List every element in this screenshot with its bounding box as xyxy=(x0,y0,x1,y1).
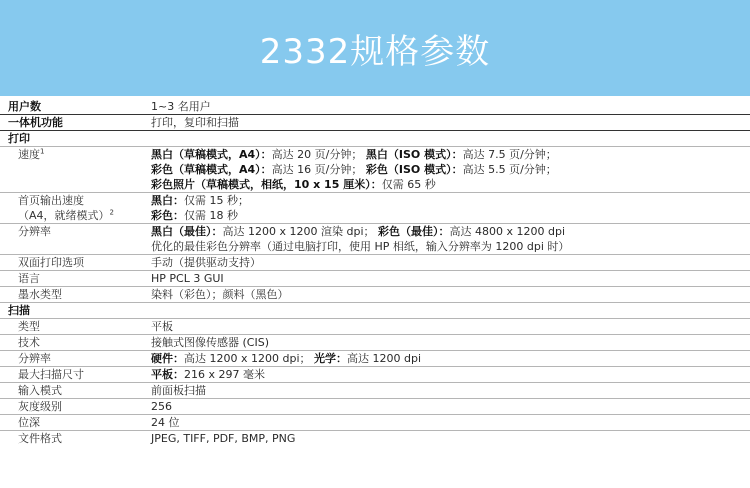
spec-key: 用户数 xyxy=(8,100,41,113)
spec-row-formats xyxy=(0,431,750,446)
spec-row-depth xyxy=(0,415,750,431)
spec-value: JPEG, TIFF, PDF, BMP, PNG xyxy=(151,432,296,445)
spec-row-type xyxy=(0,319,750,335)
spec-row-first-page xyxy=(0,193,750,224)
spec-row-tech xyxy=(0,335,750,351)
spec-row-users xyxy=(0,99,750,115)
spec-row-aio xyxy=(0,115,750,131)
spec-value: 硬件：高达 1200 x 1200 dpi； 光学：高达 1200 dpi xyxy=(151,352,422,365)
spec-key: 墨水类型 xyxy=(18,288,62,301)
spec-row-print-resolution xyxy=(0,224,750,255)
spec-value: 前面板扫描 xyxy=(151,384,206,397)
spec-key: 双面打印选项 xyxy=(18,256,84,269)
section-title: 打印 xyxy=(8,132,30,145)
spec-value: 256 xyxy=(151,400,172,413)
spec-key: 最大扫描尺寸 xyxy=(18,368,84,381)
section-title: 扫描 xyxy=(8,304,30,317)
spec-value: 打印，复印和扫描 xyxy=(151,116,239,129)
spec-value: 黑白：仅需 15 秒； 彩色：仅需 18 秒 xyxy=(151,194,249,222)
spec-key: 语言 xyxy=(18,272,40,285)
spec-row-language xyxy=(0,271,750,287)
spec-key: 文件格式 xyxy=(18,432,62,445)
spec-value: 平板 xyxy=(151,320,173,333)
spec-row-scan-resolution xyxy=(0,351,750,367)
spec-row-speed xyxy=(0,147,750,193)
spec-value: 染料（彩色）；颜料（黑色） xyxy=(151,288,289,301)
spec-row-gray xyxy=(0,399,750,415)
spec-key: 速度$^1$ xyxy=(18,147,45,161)
spec-row-max-size xyxy=(0,367,750,383)
spec-value: 平板：216 x 297 毫米 xyxy=(151,368,265,381)
spec-value: 1~3 名用户 xyxy=(151,100,211,113)
spec-row-ink xyxy=(0,287,750,303)
spec-key: 输入模式 xyxy=(18,384,62,397)
title-banner xyxy=(0,0,750,96)
spec-key: 分辨率 xyxy=(18,225,51,238)
spec-key: 灰度级别 xyxy=(18,400,62,413)
section-scan xyxy=(0,303,750,319)
spec-key: 技术 xyxy=(18,336,40,349)
spec-value: 黑白（最佳）：高达 1200 x 1200 渲染 dpi； 彩色（最佳）：高达 4800 x 1200 dpi 优化的最佳彩色分辨率（通过电脑打印，使用 HP 相纸，输入分辨率为 1200 dpi 时） xyxy=(151,225,570,253)
section-print xyxy=(0,131,750,147)
spec-key: 一体机功能 xyxy=(8,116,63,129)
spec-value: 接触式图像传感器 (CIS) xyxy=(151,336,269,349)
spec-value: 手动（提供驱动支持） xyxy=(151,256,261,269)
spec-value: 黑白（草稿模式，A4）：高达 20 页/分钟； 黑白（ISO 模式）：高达 7.5 页/分钟； 彩色（草稿模式，A4）：高达 16 页/分钟； 彩色（ISO 模式）：高达 5.5 页/分钟； 彩色照片（草稿模式，相纸，10 x 15 厘米）：仅需 65 秒 xyxy=(151,148,557,191)
spec-row-input-mode xyxy=(0,383,750,399)
spec-value: HP PCL 3 GUI xyxy=(151,272,224,285)
page-title: 2332规格参数 xyxy=(259,31,491,72)
spec-key: 类型 xyxy=(18,320,40,333)
spec-key: 分辨率 xyxy=(18,352,51,365)
spec-value: 24 位 xyxy=(151,416,180,429)
spec-table xyxy=(0,99,750,446)
spec-row-duplex xyxy=(0,255,750,271)
spec-key: 位深 xyxy=(18,416,40,429)
spec-key: 首页输出速度 （A4，就绪模式）$^2$ xyxy=(18,194,114,222)
